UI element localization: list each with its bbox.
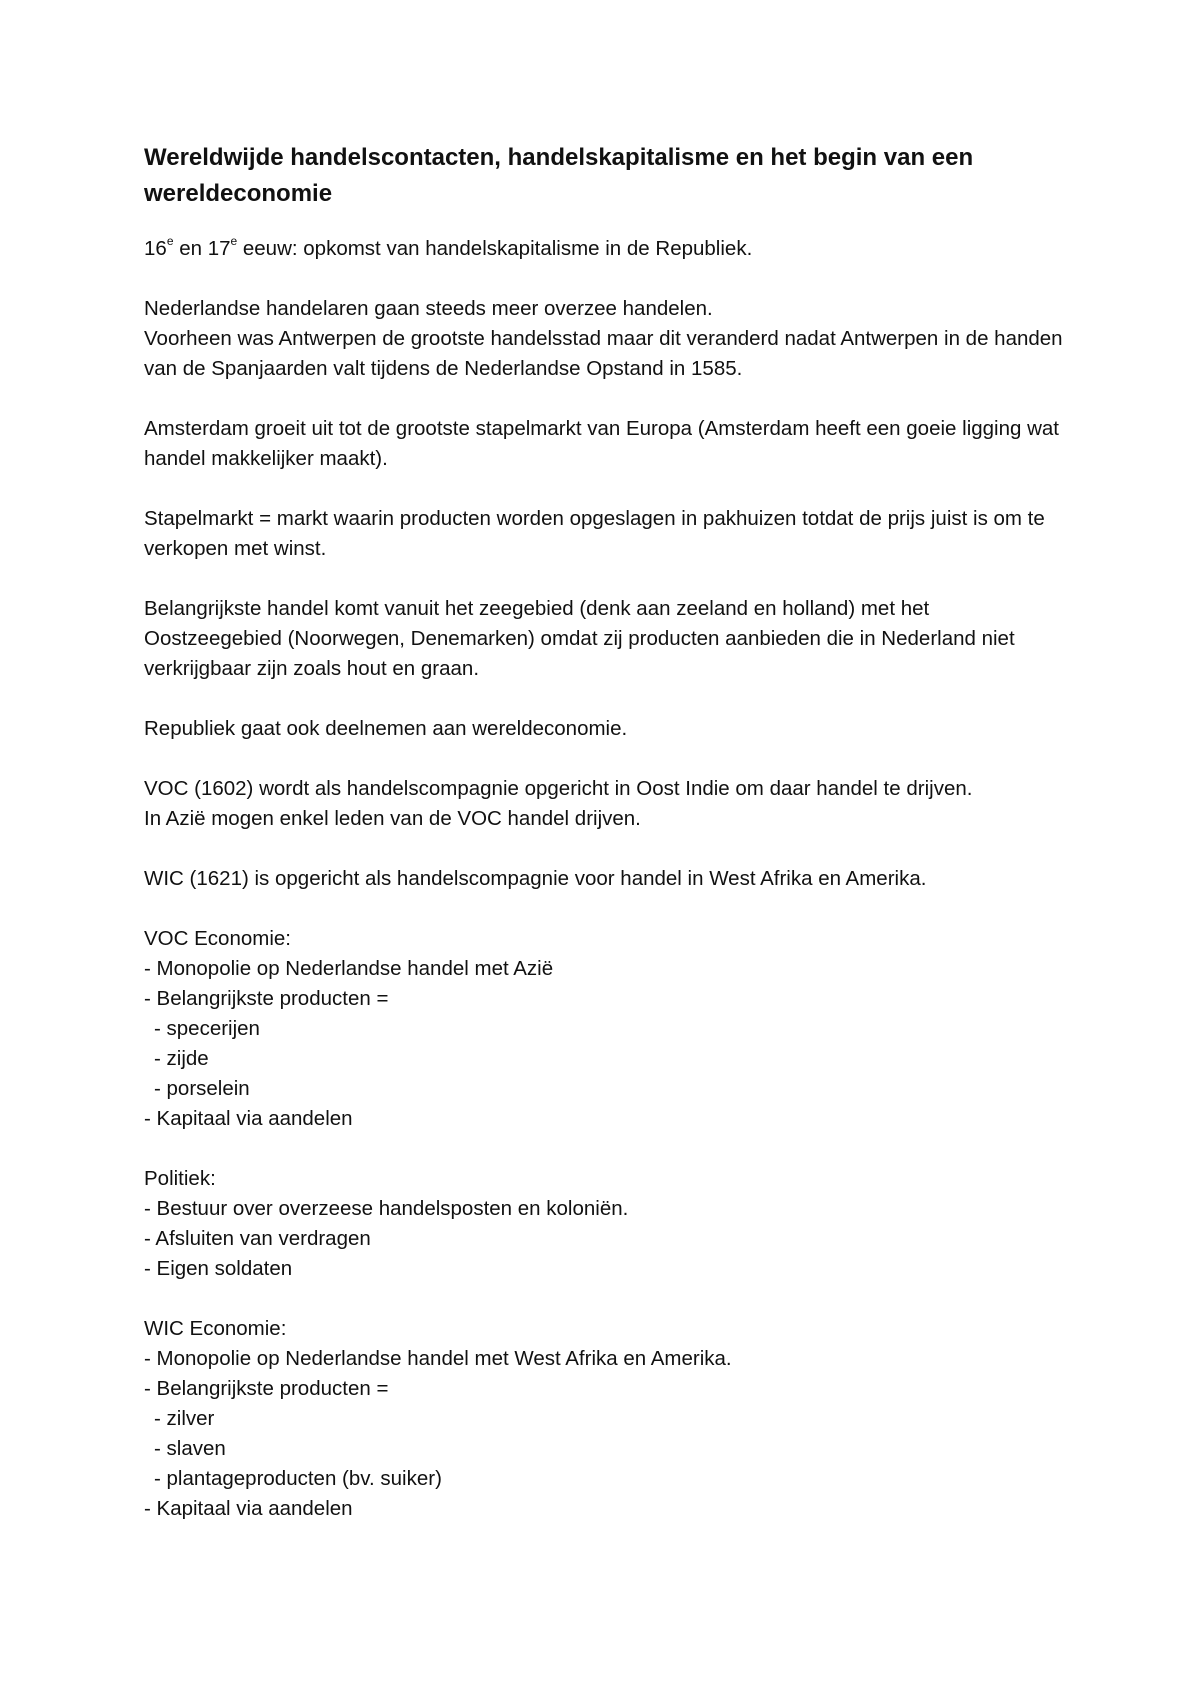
intro-text-1: 16	[144, 237, 167, 260]
intro-paragraph	[144, 234, 1064, 264]
sub-list-item: - zilver	[154, 1407, 215, 1430]
paragraph-amsterdam: Amsterdam groeit uit tot de grootste stapelmarkt van Europa (Amsterdam heeft een goeie ligging wat handel makkelijker maakt).	[144, 417, 1060, 470]
section-heading: WIC Economie:	[144, 1317, 287, 1340]
paragraph-wereldeconomie: Republiek gaat ook deelnemen aan wereldeconomie.	[144, 717, 628, 740]
document-title: Wereldwijde handelscontacten, handelskapitalisme en het begin van een wereldeconomie	[144, 144, 974, 207]
list-item: - Afsluiten van verdragen	[144, 1227, 371, 1250]
sub-list-item: - plantageproducten (bv. suiker)	[154, 1467, 442, 1490]
paragraph-stapelmarkt: Stapelmarkt = markt waarin producten worden opgeslagen in pakhuizen totdat de prijs juist is om te verkopen met winst.	[144, 507, 1045, 560]
section-heading: Politiek:	[144, 1167, 216, 1190]
superscript-e-1: e	[166, 234, 174, 249]
sub-list-item: - specerijen	[154, 1017, 260, 1040]
sub-list-item: - slaven	[154, 1437, 226, 1460]
section-heading: VOC Economie:	[144, 927, 291, 950]
section-politiek	[144, 1164, 1064, 1284]
paragraph-line: Voorheen was Antwerpen de grootste handelsstad maar dit veranderd nadat Antwerpen in de handen van de Spanjaarden valt tijdens de Nederlandse Opstand in 1585.	[144, 327, 1063, 380]
sub-list-item: - porselein	[154, 1077, 250, 1100]
section-voc-economie	[144, 924, 1064, 1134]
paragraph-voc	[144, 774, 1064, 834]
document-page	[144, 140, 1064, 1554]
paragraph-handelaren	[144, 294, 1064, 384]
list-item: - Kapitaal via aandelen	[144, 1497, 353, 1520]
section-wic-economie	[144, 1314, 1064, 1524]
list-item: - Eigen soldaten	[144, 1257, 293, 1280]
list-item: - Kapitaal via aandelen	[144, 1107, 353, 1130]
superscript-e-2: e	[230, 234, 238, 249]
list-item: - Monopolie op Nederlandse handel met Azië	[144, 957, 554, 980]
paragraph-wic: WIC (1621) is opgericht als handelscompagnie voor handel in West Afrika en Amerika.	[144, 867, 927, 890]
list-item: - Monopolie op Nederlandse handel met West Afrika en Amerika.	[144, 1347, 732, 1370]
intro-text-2: en 17	[173, 237, 231, 260]
sub-list-item: - zijde	[154, 1047, 209, 1070]
paragraph-line: Nederlandse handelaren gaan steeds meer overzee handelen.	[144, 297, 713, 320]
intro-text-3: eeuw: opkomst van handelskapitalisme in de Republiek.	[237, 237, 753, 260]
list-item: - Belangrijkste producten =	[144, 987, 389, 1010]
paragraph-oostzee: Belangrijkste handel komt vanuit het zeegebied (denk aan zeeland en holland) met het Oostzeegebied (Noorwegen, Denemarken) omdat zij producten aanbieden die in Nederland niet verkrijgbaar zijn zoals hout en graan.	[144, 597, 1015, 680]
list-item: - Bestuur over overzeese handelsposten en koloniën.	[144, 1197, 629, 1220]
paragraph-line: VOC (1602) wordt als handelscompagnie opgericht in Oost Indie om daar handel te drijven.	[144, 777, 973, 800]
list-item: - Belangrijkste producten =	[144, 1377, 389, 1400]
paragraph-line: In Azië mogen enkel leden van de VOC handel drijven.	[144, 807, 641, 830]
